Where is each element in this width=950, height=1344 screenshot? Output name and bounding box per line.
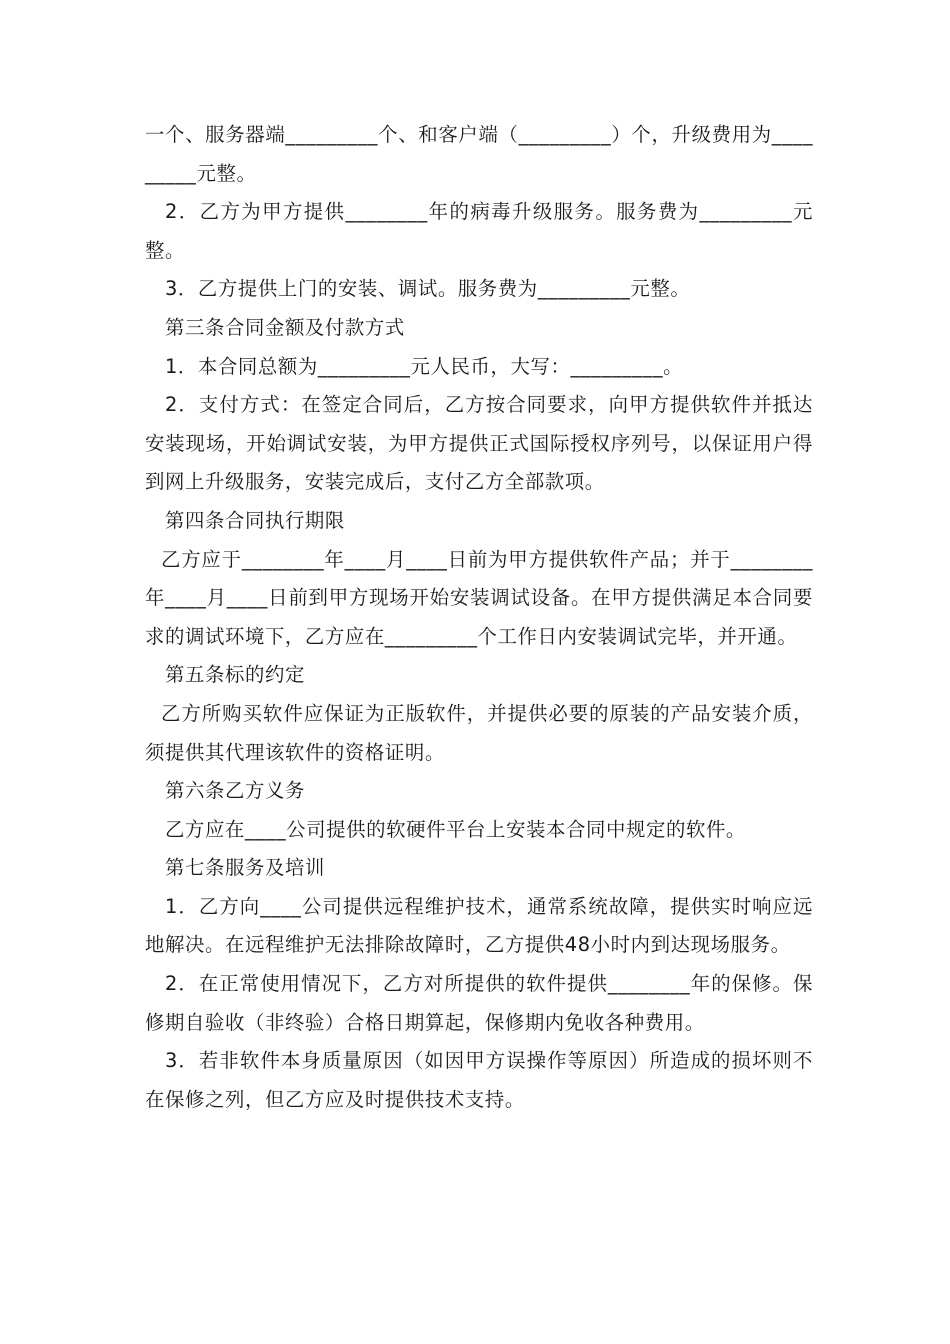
paragraph-payment-method: 2．支付方式：在签定合同后，乙方按合同要求，向甲方提供软件并抵达安装现场，开始调试安装，为甲方提供正式国际授权序列号，以保证用户得到网上升级服务，安装完成后，支付乙方全部款项。 [145,393,813,494]
section-heading-article-4: 第四条合同执行期限 [165,508,345,532]
paragraph-onsite-installation: 3．乙方提供上门的安装、调试。服务费为_________元整。 [165,277,691,301]
section-heading-article-5: 第五条标的约定 [165,663,305,687]
paragraph-remote-maintenance: 1．乙方向____公司提供远程维护技术，通常系统故障，提供实时响应远地解决。在远程维护无法排除故障时，乙方提供48小时内到达现场服务。 [145,894,813,957]
paragraph-execution-period: 乙方应于________年____月____日前为甲方提供软件产品；并于________年____月____日前到甲方现场开始安装调试设备。在甲方提供满足本合同要求的调试环境下，乙方应在_________个工作日内安装调试完毕，并开通。 [145,547,813,648]
section-heading-article-6: 第六条乙方义务 [165,779,305,803]
paragraph-contract-total: 1．本合同总额为_________元人民币，大写：_________。 [165,354,684,378]
paragraph-warranty-exclusion: 3．若非软件本身质量原因（如因甲方误操作等原因）所造成的损坏则不在保修之列，但乙方应及时提供技术支持。 [145,1049,813,1111]
document-page [145,116,813,1119]
paragraph-upgrade-fee: 一个、服务器端_________个、和客户端（_________）个，升级费用为_________元整。 [145,123,813,185]
section-heading-article-7: 第七条服务及培训 [165,856,325,880]
paragraph-virus-upgrade-service: 2．乙方为甲方提供________年的病毒升级服务。服务费为_________元整。 [145,200,813,262]
paragraph-warranty: 2．在正常使用情况下，乙方对所提供的软件提供________年的保修。保修期自验收（非终验）合格日期算起，保修期内免收各种费用。 [145,972,813,1034]
section-heading-article-3: 第三条合同金额及付款方式 [165,315,405,339]
paragraph-obligations: 乙方应在____公司提供的软硬件平台上安装本合同中规定的软件。 [165,817,746,841]
paragraph-subject-matter: 乙方所购买软件应保证为正版软件，并提供必要的原装的产品安装介质，须提供其代理该软件的资格证明。 [145,701,813,764]
